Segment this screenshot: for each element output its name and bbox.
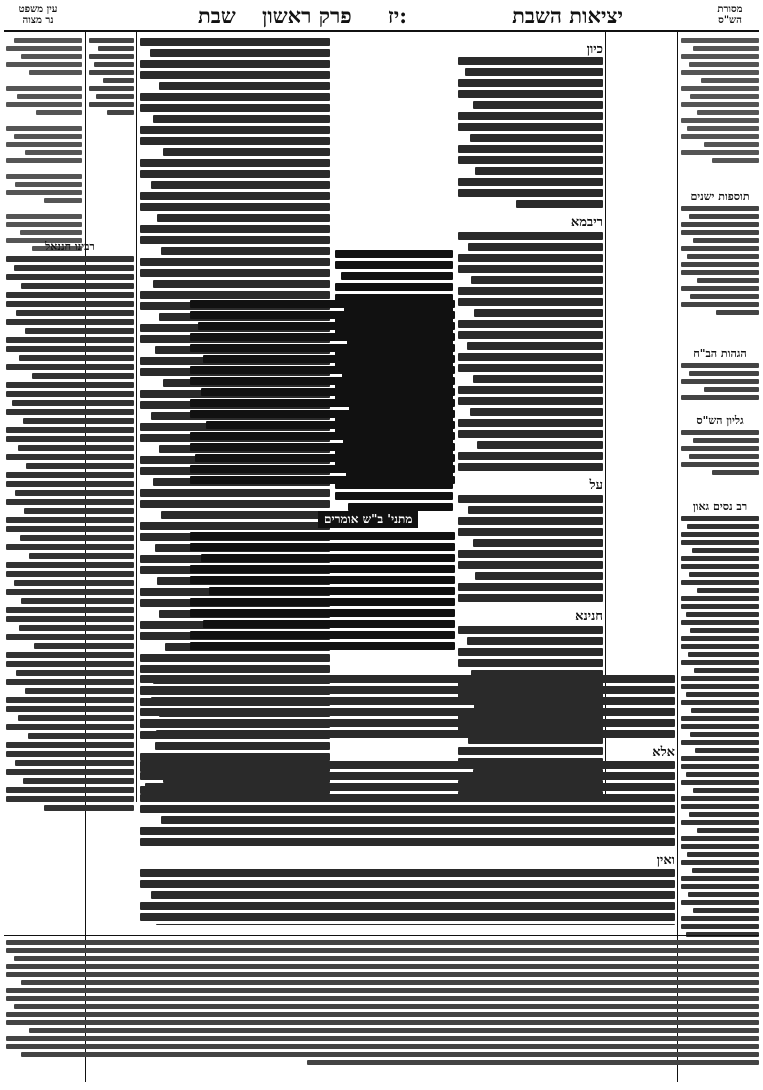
footer-rule: [4, 935, 759, 936]
hagahot-habach-title: הגהות הב"ח: [693, 347, 747, 360]
footer-commentary: [6, 940, 759, 1080]
ein-mishpat-notes: [89, 38, 134, 238]
mishna-label: מתני' ב"ש אומרים: [318, 511, 418, 528]
tosafot-opening-word: כיון: [586, 42, 603, 57]
rule-right: [677, 32, 678, 1082]
rashi-keyword-al: על: [589, 478, 603, 493]
rule-left-inner: [136, 32, 137, 802]
rabbeinu-chananel-title: רבינו חננאל: [45, 240, 95, 253]
ein-mishpat-heading: עין משפט נר מצוה: [18, 4, 58, 26]
mesoret-heading: מסורת הש"ס: [717, 4, 743, 26]
header-masechet-left: שבת: [198, 3, 236, 28]
tosafot-keyword-vein: ואין: [656, 853, 675, 868]
mishna-text: [190, 532, 455, 662]
gilyon-hashas-column: [681, 412, 759, 492]
header-daf: יז:: [387, 3, 407, 28]
tosafot-keyword-ela: אלא: [652, 745, 675, 760]
tosafot-yeshanim-title: תוספות ישנים: [690, 190, 750, 203]
header-perek: פרק ראשון: [262, 3, 352, 28]
header-rule: [4, 30, 759, 32]
mesoret-hashas-column: [681, 38, 759, 183]
tosafot-lower: [140, 675, 675, 925]
rav-nissim-gaon-title: רב נסים גאון: [692, 500, 748, 513]
hagahot-habach-column: [681, 345, 759, 405]
rashi-opening-word: ריבמא: [570, 215, 603, 230]
header-masechet-right: יציאות השבת: [512, 3, 623, 28]
gemara-main-text: [190, 300, 455, 500]
tosafot-yeshanim-column: [681, 188, 759, 338]
rashi-keyword-chanina: חנינא: [575, 609, 603, 624]
gilyon-hashas-title: גליון הש"ס: [696, 414, 744, 427]
